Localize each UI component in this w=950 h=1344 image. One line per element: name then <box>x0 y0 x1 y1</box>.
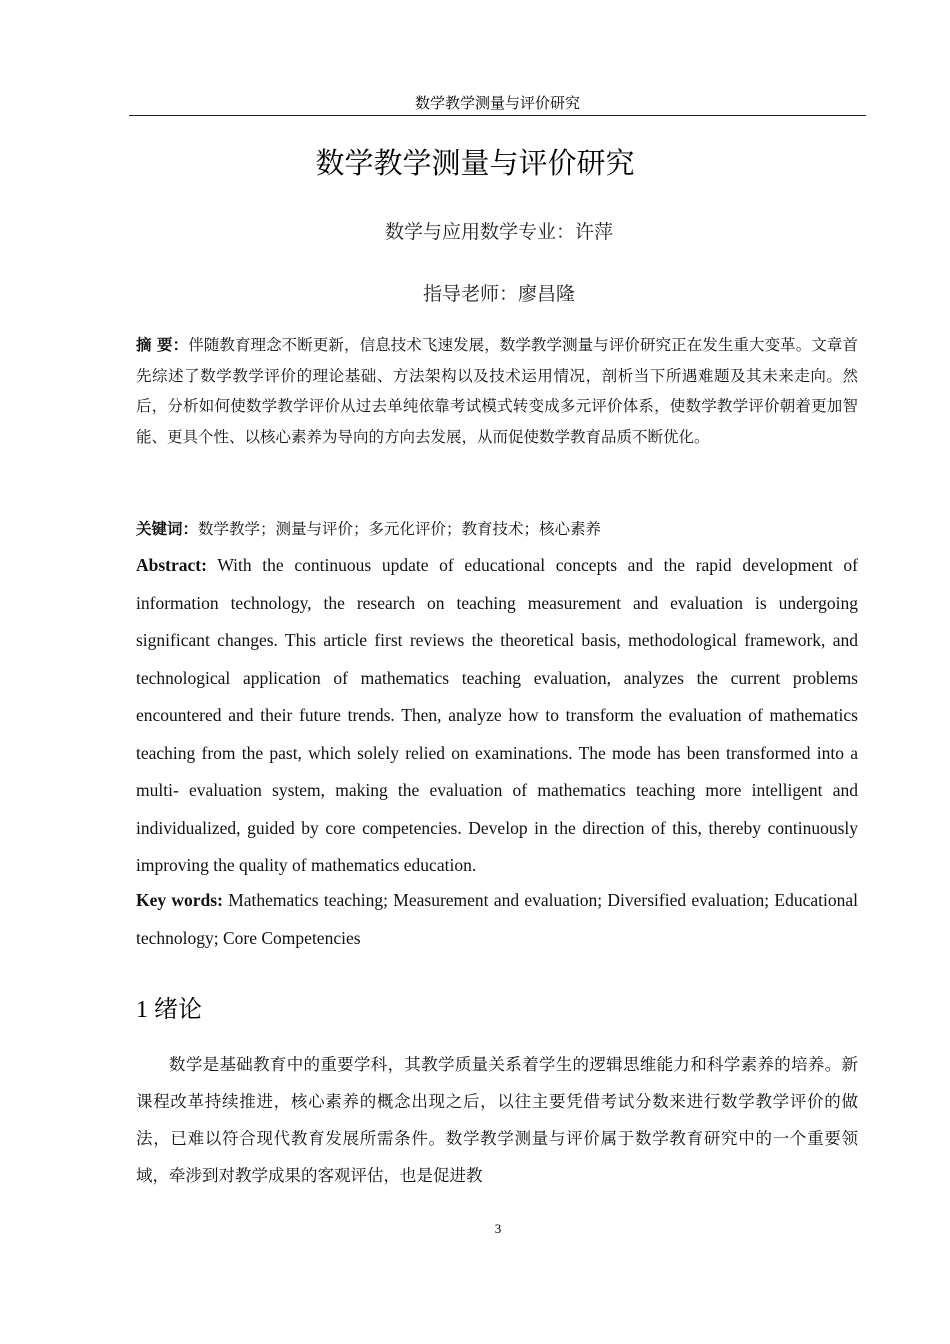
abstract-cn-label: 摘 要： <box>136 335 189 354</box>
page-number: 3 <box>494 1221 502 1236</box>
keywords-en-label: Key words: <box>136 890 223 910</box>
advisor-line: 指导老师：廖昌隆 <box>422 283 575 305</box>
section-heading-introduction: 1 绪论 <box>136 997 202 1023</box>
abstract-en-text: With the continuous update of educational concepts and the rapid development of information technology, the research on teaching measurement and evaluation is undergoing significant changes. This article first reviews the theoretical basis, methodological framework, and technological application of mathematics teaching evaluation, analyzes the current problems encountered and their future trends. Then, analyze how to transform the evaluation of mathematics teaching from the past, which solely relied on examinations. The mode has been transformed into a multi- evaluation system, making the evaluation of mathematics teaching more intelligent and individualized, guided by core competencies. Develop in the direction of this, thereby continuously improving the quality of mathematics education. <box>136 555 858 875</box>
author-line: 数学与应用数学专业：许萍 <box>384 221 613 243</box>
abstract-english <box>136 547 858 885</box>
paper-title: 数学教学测量与评价研究 <box>315 146 635 180</box>
keywords-en-text: Mathematics teaching; Measurement and evaluation; Diversified evaluation; Educational technology; Core Competencies <box>136 890 858 948</box>
abstract-en-label: Abstract: <box>136 555 207 575</box>
keywords-cn-label: 关键词： <box>136 519 199 538</box>
keywords-cn-text: 数学教学；测量与评价；多元化评价；教育技术；核心素养 <box>198 520 602 538</box>
abstract-cn-text: 伴随教育理念不断更新，信息技术飞速发展，数学教学测量与评价研究正在发生重大变革。文章首先综述了数学教学评价的理论基础、方法架构以及技术运用情况，剖析当下所遇难题及其未来走向。然后，分析如何使数学教学评价从过去单纯依靠考试模式转变成多元评价体系，使数学教学评价朝着更加智能、更具个性、以核心素养为导向的方向去发展，从而促使数学教育品质不断优化。 <box>136 336 858 446</box>
keywords-english <box>136 882 858 957</box>
introduction-paragraph: 数学是基础教育中的重要学科，其教学质量关系着学生的逻辑思维能力和科学素养的培养。新课程改革持续推进，核心素养的概念出现之后，以往主要凭借考试分数来进行数学教学评价的做法，已难以符合现代教育发展所需条件。数学教学测量与评价属于数学教育研究中的一个重要领域，牵涉到对教学成果的客观评估，也是促进教 <box>136 1055 858 1185</box>
keywords-chinese <box>136 515 858 543</box>
abstract-chinese <box>136 330 858 452</box>
running-header: 数学教学测量与评价研究 <box>129 91 866 116</box>
